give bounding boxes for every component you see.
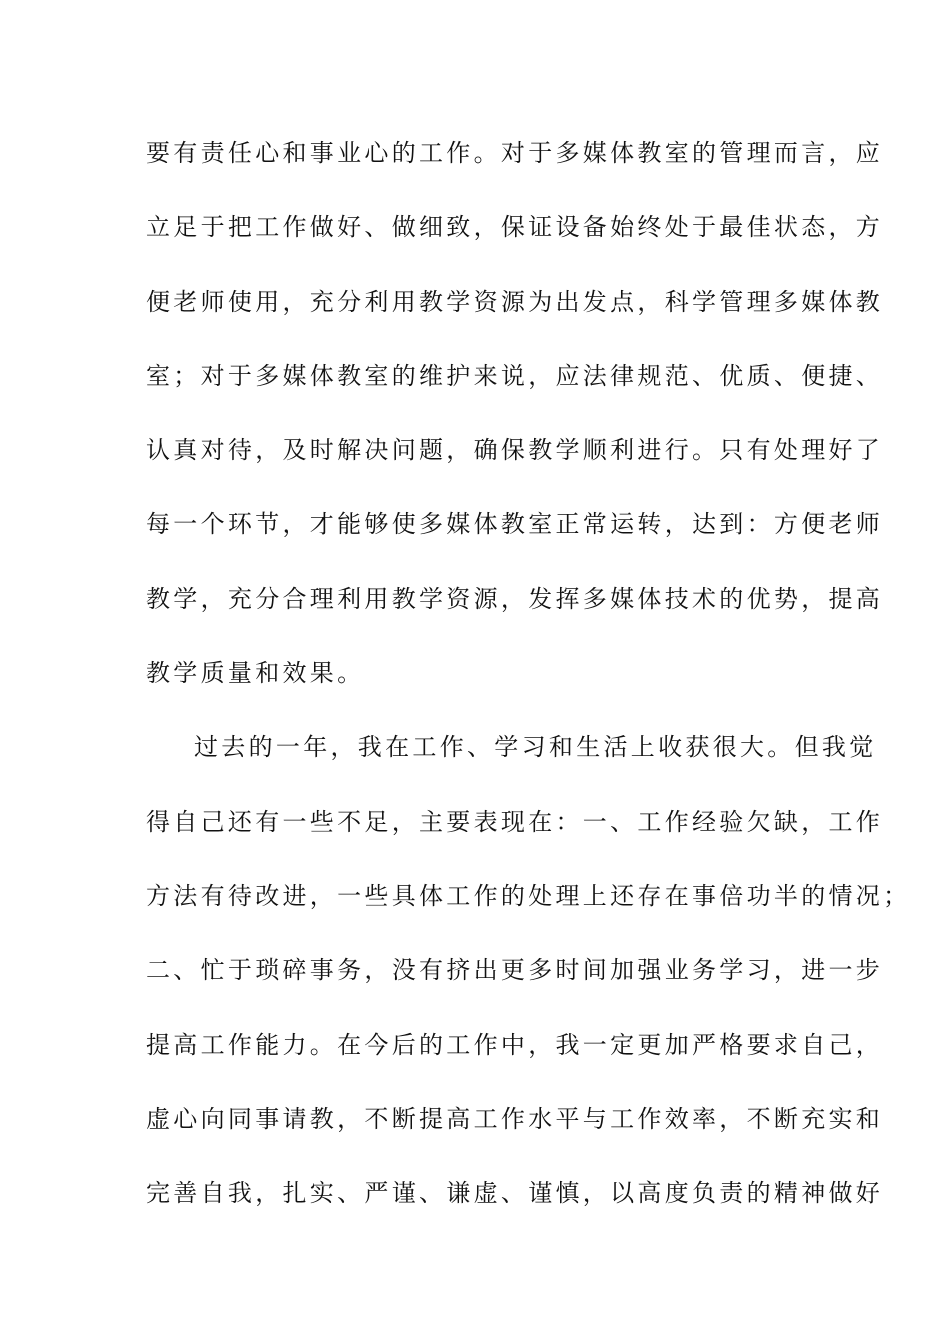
text-line: 教学，充分合理利用教学资源，发挥多媒体技术的优势，提高 — [146, 584, 884, 613]
text-line: 虚心向同事请教，不断提高工作水平与工作效率，不断充实和 — [146, 1104, 884, 1133]
text-line: 方法有待改进，一些具体工作的处理上还存在事倍功半的情况； — [146, 881, 911, 910]
text-line: 教学质量和效果。 — [146, 659, 365, 688]
text-line: 每一个环节，才能够使多媒体教室正常运转，达到：方便老师 — [146, 510, 884, 539]
document-body — [146, 126, 911, 1240]
paragraph-first-line: 过去的一年，我在工作、学习和生活上收获很大。但我觉 — [194, 733, 877, 762]
text-line: 要有责任心和事业心的工作。对于多媒体教室的管理而言，应 — [146, 139, 884, 167]
text-line: 提高工作能力。在今后的工作中，我一定更加严格要求自己， — [146, 1030, 884, 1059]
text-line: 室；对于多媒体教室的维护来说，应法律规范、优质、便捷、 — [146, 361, 884, 390]
text-line: 二、忙于琐碎事务，没有挤出更多时间加强业务学习，进一步 — [146, 956, 884, 985]
text-line: 立足于把工作做好、做细致，保证设备始终处于最佳状态，方 — [146, 213, 884, 242]
text-line: 便老师使用，充分利用教学资源为出发点，科学管理多媒体教 — [146, 287, 884, 316]
text-line: 得自己还有一些不足，主要表现在：一、工作经验欠缺，工作 — [146, 807, 884, 836]
text-line: 完善自我，扎实、严谨、谦虚、谨慎，以高度负责的精神做好 — [146, 1179, 884, 1208]
text-line: 认真对待，及时解决问题，确保教学顺利进行。只有处理好了 — [146, 436, 884, 465]
